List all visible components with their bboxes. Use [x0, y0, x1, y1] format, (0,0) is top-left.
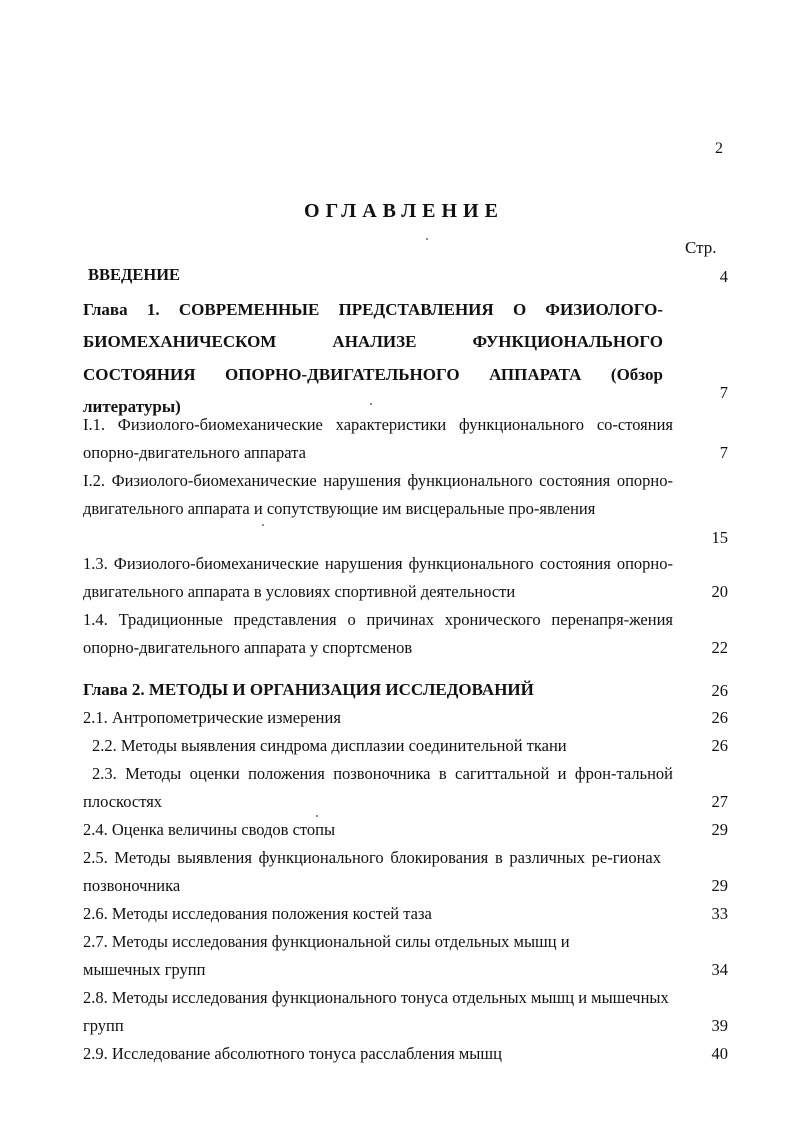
toc-entry-text: 2.6. Методы исследования положения костей таза: [83, 904, 432, 923]
toc-entry-page: 27: [711, 791, 728, 811]
toc-entry-section-2-1: [83, 704, 728, 732]
toc-entry-text: Глава 2. МЕТОДЫ И ОРГАНИЗАЦИЯ ИССЛЕДОВАНИЙ: [83, 680, 534, 699]
toc-entry-introduction: [83, 261, 728, 291]
toc-entry-text: ВВЕДЕНИЕ: [88, 265, 181, 284]
toc-entry-section-2-6: [83, 900, 728, 928]
scan-speck: [316, 815, 318, 817]
toc-entry-text: 1.4. Традиционные представления о причинах хронического перенапря-жения опорно-двигательного аппарата у спортсменов: [83, 610, 673, 658]
toc-entry-chapter-2: [83, 676, 728, 706]
toc-entry-section-2-7: [83, 928, 728, 984]
toc-entry-page: 4: [719, 266, 728, 286]
toc-entry-chapter-1: [83, 294, 728, 416]
toc-entry-page: 22: [711, 637, 728, 657]
toc-entry-text: I.2. Физиолого-биомеханические нарушения функционального состояния опорно-двигательного аппарата и сопутствующие им висцеральные про-явления: [83, 471, 673, 519]
toc-entry-text: 2.1. Антропометрические измерения: [83, 708, 341, 727]
toc-entry-text: 2.7. Методы исследования функциональной силы отдельных мышц и мышечных групп: [83, 932, 570, 980]
toc-entry-page: 20: [711, 581, 728, 601]
scan-speck: [262, 524, 264, 526]
toc-entry-section-1-3: [83, 550, 728, 606]
toc-entry-page: 33: [711, 903, 728, 923]
toc-entry-text: 2.5. Методы выявления функционального блокирования в различных ре-гионах позвоночника: [83, 848, 661, 896]
toc-entry-page: 29: [711, 875, 728, 895]
toc-entry-page: 26: [711, 680, 728, 700]
toc-entry-page: 34: [711, 959, 728, 979]
toc-entry-text: Глава 1. СОВРЕМЕННЫЕ ПРЕДСТАВЛЕНИЯ О ФИЗИОЛОГО-БИОМЕХАНИЧЕСКОМ АНАЛИЗЕ ФУНКЦИОНАЛЬНОГО СОСТОЯНИЯ ОПОРНО-ДВИГАТЕЛЬНОГО АППАРАТА (Обзор литературы): [83, 300, 663, 416]
scan-speck: [370, 403, 372, 405]
toc-entry-section-2-4: [83, 816, 728, 844]
page-title: ОГЛАВЛЕНИЕ: [304, 200, 504, 222]
toc-entry-page: 26: [711, 735, 728, 755]
toc-entry-text: 2.2. Методы выявления синдрома дисплазии соединительной ткани: [92, 736, 567, 755]
toc-entry-text: I.1. Физиолого-биомеханические характеристики функционального со-стояния опорно-двигательного аппарата: [83, 415, 673, 463]
scan-speck: [426, 238, 428, 240]
toc-entry-page: 7: [719, 442, 728, 462]
toc-entry-section-1-1: [83, 411, 728, 467]
toc-entry-section-2-9: [83, 1040, 728, 1068]
toc-entry-section-1-2: [83, 467, 728, 552]
toc-entry-text: 2.9. Исследование абсолютного тонуса расслабления мышц: [83, 1044, 502, 1063]
toc-entry-text: 2.4. Оценка величины сводов стопы: [83, 820, 336, 839]
toc-entry-section-1-4: [83, 606, 728, 662]
toc-entry-page: 7: [719, 382, 728, 402]
toc-entry-section-2-2: [83, 732, 728, 760]
toc-entry-page: 40: [711, 1043, 728, 1063]
page-column-header: Стр.: [685, 238, 717, 257]
toc-entry-text: 1.3. Физиолого-биомеханические нарушения функционального состояния опорно-двигательного аппарата в условиях спортивной деятельности: [83, 554, 673, 602]
toc-entry-page: 39: [711, 1015, 728, 1035]
toc-entry-text: 2.8. Методы исследования функционального тонуса отдельных мышц и мышечных групп: [83, 988, 669, 1036]
toc-entry-page: 26: [711, 707, 728, 727]
toc-entry-page: 15: [711, 527, 728, 547]
toc-entry-section-2-3: [83, 760, 728, 816]
toc-entry-section-2-8: [83, 984, 728, 1040]
toc-entry-section-2-5: [83, 844, 728, 900]
toc-entry-text: 2.3. Методы оценки положения позвоночника в сагиттальной и фрон-тальной плоскостях: [83, 764, 673, 812]
toc-entry-page: 29: [711, 819, 728, 839]
page-number: 2: [715, 140, 723, 157]
